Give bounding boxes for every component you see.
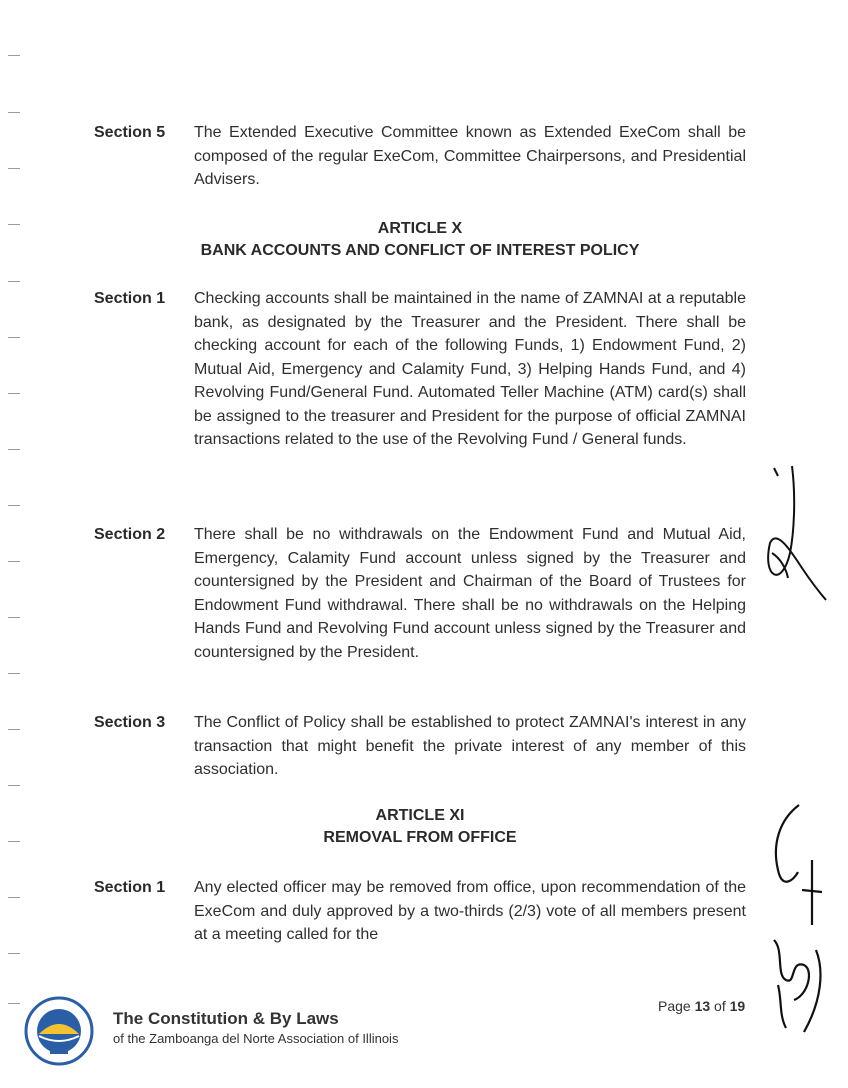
section-text: The Extended Executive Committee known as Extended ExeCom shall be composed of the regular ExeCom, Committee Chairpersons, and Presidential Advisers.	[194, 124, 746, 188]
margin-tick	[8, 729, 20, 730]
margin-tick	[8, 561, 20, 562]
margin-tick	[8, 337, 20, 338]
margin-tick	[8, 505, 20, 506]
margin-tick	[8, 785, 20, 786]
article-x-subtitle: BANK ACCOUNTS AND CONFLICT OF INTEREST POLICY	[200, 242, 640, 259]
article-xi-subtitle: REMOVAL FROM OFFICE	[323, 829, 517, 846]
section-label: Section 5	[94, 124, 166, 141]
signature-initials-top	[752, 458, 832, 608]
section-label: Section 3	[94, 714, 166, 731]
margin-tick	[8, 112, 20, 113]
article-x-title: ARTICLE X	[377, 220, 463, 237]
margin-tick	[8, 55, 20, 56]
margin-tick	[8, 281, 20, 282]
section-text: There shall be no withdrawals on the Endowment Fund and Mutual Aid, Emergency, Calamity Fund account unless signed by the Treasurer and countersigned by the President and Chairman of the Board of Trustees for Endowment Fund withdrawal. There shall be no withdrawals on the Helping Hands Fund and Revolving Fund account unless signed by the Treasurer and countersigned by the President.	[194, 526, 746, 661]
margin-tick	[8, 1003, 20, 1004]
section-label: Section 1	[94, 290, 166, 307]
article-xi-title: ARTICLE XI	[375, 807, 465, 824]
margin-tick	[8, 393, 20, 394]
margin-tick	[8, 897, 20, 898]
page-total: 19	[729, 998, 746, 1014]
section-label: Section 2	[94, 526, 166, 543]
association-logo-icon	[24, 996, 94, 1066]
margin-tick	[8, 224, 20, 225]
section-text: The Conflict of Policy shall be established to protect ZAMNAI's interest in any transaction that might benefit the private interest of any member of this association.	[194, 714, 746, 778]
page-number	[658, 998, 745, 1014]
footer-subtitle: of the Zamboanga del Norte Association of Illinois	[113, 1031, 399, 1046]
page-prefix: Page	[658, 998, 695, 1014]
margin-tick	[8, 841, 20, 842]
page-mid: of	[710, 998, 730, 1014]
margin-tick	[8, 168, 20, 169]
margin-tick	[8, 449, 20, 450]
footer-title: The Constitution & By Laws	[113, 1009, 339, 1028]
margin-tick	[8, 673, 20, 674]
section-label: Section 1	[94, 879, 166, 896]
margin-tick	[8, 617, 20, 618]
signature-bottom	[764, 800, 834, 1040]
page-current: 13	[694, 998, 711, 1014]
margin-tick	[8, 953, 20, 954]
section-text: Checking accounts shall be maintained in the name of ZAMNAI at a reputable bank, as designated by the Treasurer and the President. There shall be checking account for each of the following Funds, 1) Endowment Fund, 2) Mutual Aid, Emergency and Calamity Fund, 3) Helping Hands Fund, and 4) Revolving Fund/General Fund. Automated Teller Machine (ATM) card(s) shall be assigned to the treasurer and President for the purpose of official ZAMNAI transactions related to the use of the Revolving Fund / General funds.	[194, 290, 746, 448]
section-text: Any elected officer may be removed from office, upon recommendation of the ExeCom and duly approved by a two-thirds (2/3) vote of all members present at a meeting called for the	[194, 879, 746, 943]
